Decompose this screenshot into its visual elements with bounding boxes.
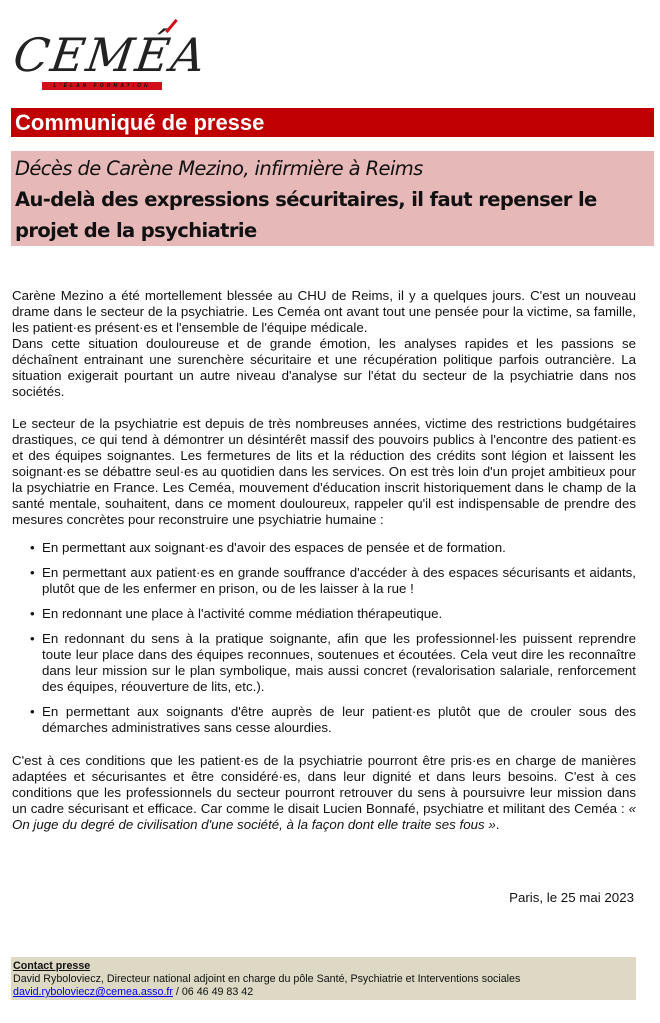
press-contact-box	[11, 957, 636, 1000]
conclusion-text: C'est à ces conditions que les patient·es de la psychiatrie pourront être pris·es en charge de manières adaptées et sécurisantes et être considéré·es, dans leur dignité et dans leurs besoins. C'est à ces conditions que les professionnels du secteur pourront retrouver du sens à poursuivre leur mission dans un cadre sécurisant et efficace. Car comme le disait Lucien Bonnafé, psychiatre et militant des Ceméa :	[12, 753, 636, 816]
contact-line	[13, 986, 634, 999]
contact-person: David Ryboloviecz, Directeur national adjoint en charge du pôle Santé, Psychiatrie et Interventions sociales	[13, 973, 521, 985]
article-body	[12, 288, 636, 833]
logo-wordmark: CEMÉA	[10, 28, 211, 82]
measure-item: • En permettant aux soignants d'être auprès de leur patient·es plutôt que de crouler sous des démarches administratives sans cesse alourdies.	[30, 704, 636, 736]
measure-item: • En permettant aux patient·es en grande souffrance d'accéder à des espaces sécurisants et aidants, plutôt que de les enfermer en prison, ou de les laisser à la rue !	[30, 565, 636, 597]
cemea-logo	[10, 14, 211, 94]
measures-list	[12, 540, 636, 736]
measure-item: • En permettant aux soignant·es d'avoir des espaces de pensée et de formation.	[30, 540, 636, 556]
bonnafe-quote: « On juge du degré de civilisation d'une société, à la façon dont elle traite ses fous »	[12, 801, 636, 832]
contact-phone: / 06 46 49 83 42	[172, 986, 254, 998]
measure-item: • En redonnant une place à l'activité comme médiation thérapeutique.	[30, 606, 636, 622]
headline-line-1: Au-delà des expressions sécuritaires, il faut repenser le	[15, 188, 597, 211]
measure-item: • En redonnant du sens à la pratique soignante, afin que les professionnel·les puissent reprendre toute leur place dans des équipes reconnues, soutenues et écoutées. Cela veut dire les reconnaître dans leur mission sur le plan symbolique, mais aussi concret (revalorisation salariale, renforcement des équipes, réouverture de lits, etc.).	[30, 631, 636, 695]
headline-subtitle: Décès de Carène Mezino, infirmière à Reims	[15, 157, 423, 180]
press-release-banner: Communiqué de presse	[11, 108, 654, 137]
contact-email-link[interactable]: david.ryboloviecz@cemea.asso.fr	[13, 986, 173, 998]
paragraph-conclusion	[12, 753, 636, 833]
dateline: Paris, le 25 mai 2023	[509, 890, 634, 905]
quote-end: .	[495, 817, 500, 832]
paragraph-sector: Le secteur de la psychiatrie est depuis de très nombreuses années, victime des restrictions budgétaires drastiques, ce qui tend à démontrer un désintérêt massif des pouvoirs publics à l'encontre des patient·es et des équipes soignantes. Les fermetures de lits et la réduction des crédits sont légion et laissent les soignant·es se débattre seul·es au quotidien dans les services. On est très loin d'un projet ambitieux pour la psychiatrie en France. Les Ceméa, mouvement d'éducation inscrit historiquement dans le champ de la santé mentale, souhaitent, dans ce moment douloureux, rappeler qu'il est indispensable de prendre des mesures concrètes pour reconstruire une psychiatrie humaine :	[12, 416, 636, 527]
paragraph-context: Dans cette situation douloureuse et de grande émotion, les analyses rapides et les passions se déchaînent entrainant une surenchère sécuritaire et une récupération politique parfois outrancière. La situation exigerait pourtant un autre niveau d'analyse sur l'état du secteur de la psychiatrie dans nos sociétés.	[12, 336, 636, 399]
logo-tagline: L'ÉLAN FORMATION	[42, 82, 162, 90]
headline-line-2: projet de la psychiatrie	[15, 219, 257, 242]
paragraph-intro: Carène Mezino a été mortellement blessée au CHU de Reims, il y a quelques jours. C'est un nouveau drame dans le secteur de la psychiatrie. Les Ceméa ont avant tout une pensée pour la victime, sa famille, les patient·es présent·es et l'ensemble de l'équipe médicale.	[12, 288, 636, 335]
headline-box	[11, 151, 654, 246]
contact-title: Contact presse	[13, 960, 91, 972]
